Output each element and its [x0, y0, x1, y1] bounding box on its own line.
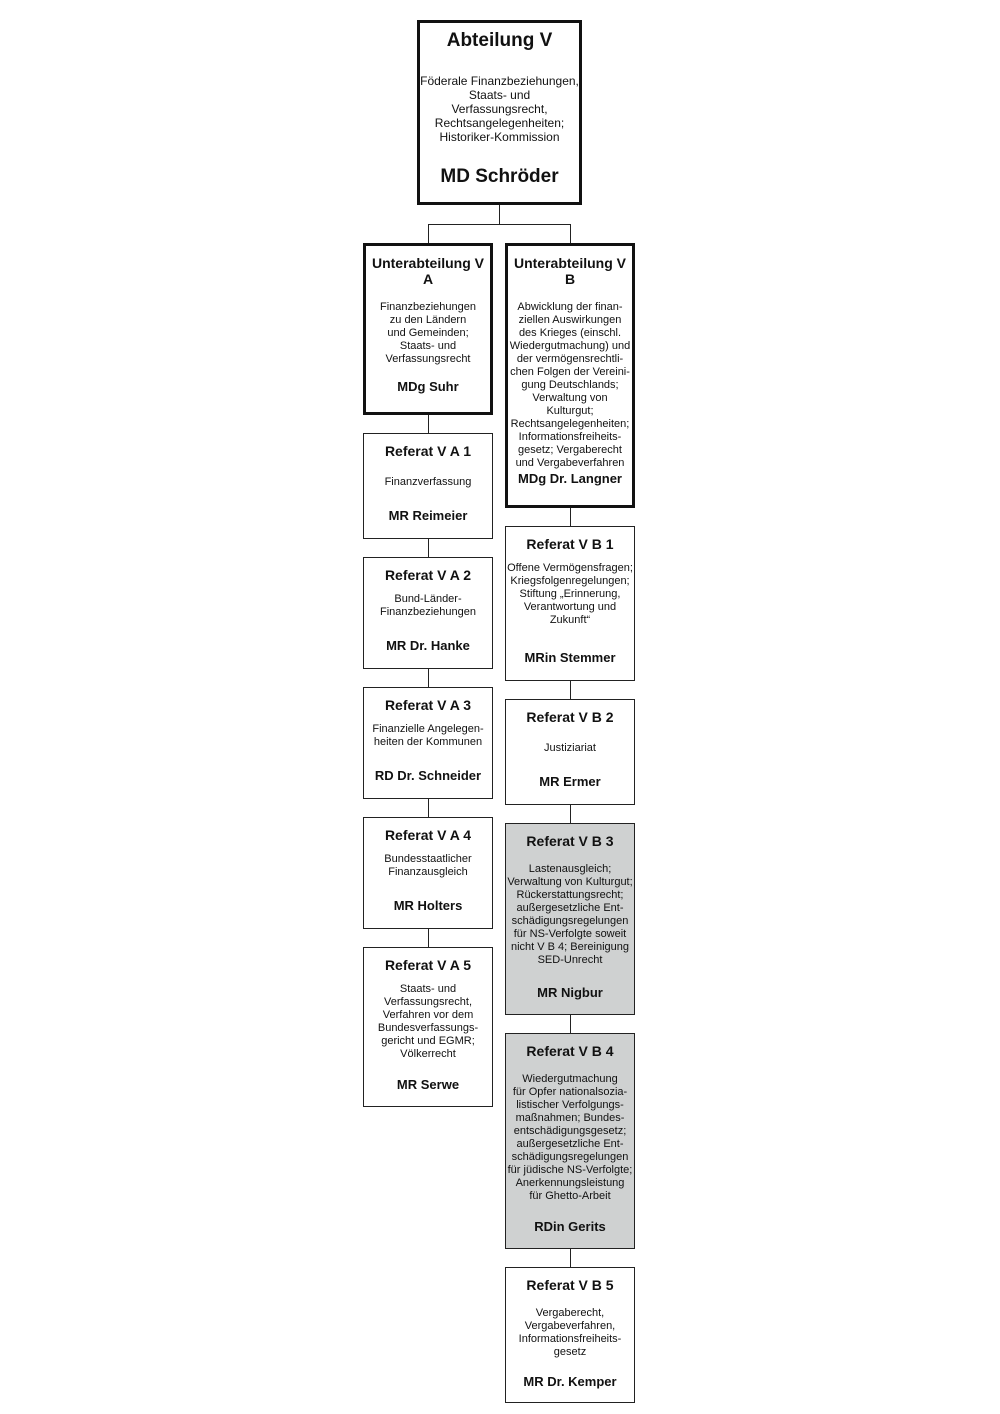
referat-vb4-box: [505, 1033, 635, 1249]
unterabteilung-vb-title: Unterabteilung V B: [513, 255, 626, 287]
connector-line: [570, 804, 571, 824]
referat-description: Finanzielle Angelegen- heiten der Kommunen: [372, 723, 484, 748]
referat-title: Referat V B 1: [526, 536, 614, 552]
referat-va3-box: [363, 687, 493, 799]
referat-title: Referat V A 5: [384, 957, 472, 973]
abteilung-box: [417, 20, 582, 205]
connector-line: [428, 928, 429, 948]
referat-title: Referat V B 5: [526, 1277, 614, 1293]
referat-description: Bundesstaatlicher Finanzausgleich: [384, 853, 472, 878]
referat-description: Justiziariat: [544, 742, 596, 754]
referat-head: RD Dr. Schneider: [374, 768, 482, 783]
unterabteilung-vb-description: Abwicklung der finan- ziellen Auswirkungen des Krieges (einschl. Wiedergutmachung) und der vermögensrechtli- chen Folgen der Vereini- gung Deutschlands; Verwaltung von Kulturgut; Rechtsangelegenheiten; Informationsfreiheits- gesetz; Vergaberecht und Vergabeverfahren: [509, 301, 631, 469]
referat-title: Referat V B 4: [526, 1043, 614, 1059]
referat-va4-box: [363, 817, 493, 929]
referat-head: RDin Gerits: [534, 1219, 606, 1234]
referat-description: Finanzverfassung: [384, 476, 472, 488]
referat-vb3-box: [505, 823, 635, 1015]
referat-description: Offene Vermögensfragen; Kriegsfolgenregelungen; Stiftung „Erinnerung, Verantwortung und Zukunft“: [507, 562, 633, 626]
referat-head: MR Dr. Kemper: [523, 1374, 617, 1389]
unterabteilung-vb-head: MDg Dr. Langner: [517, 471, 622, 486]
connector-line: [570, 680, 571, 700]
connector-line: [570, 507, 571, 527]
connector-line: [428, 798, 429, 818]
referat-va5-box: [363, 947, 493, 1107]
referat-title: Referat V B 3: [526, 833, 614, 849]
referat-description: Lastenausgleich; Verwaltung von Kulturgut; Rückerstattungsrecht; außergesetzliche Ent- schädigungsregelungen für NS-Verfolgte soweit nicht V B 4; Bereinigung SED-Unrecht: [507, 863, 633, 966]
referat-title: Referat V A 3: [384, 697, 472, 713]
connector-line: [428, 224, 429, 244]
connector-line: [499, 204, 500, 224]
referat-description: Bund-Länder- Finanzbeziehungen: [379, 593, 477, 618]
referat-vb1-box: [505, 526, 635, 681]
connector-line: [570, 1014, 571, 1034]
connector-line: [570, 1248, 571, 1268]
connector-line: [428, 668, 429, 688]
abteilung-head: MD Schröder: [440, 166, 559, 187]
unterabteilung-vb-box: [505, 243, 635, 508]
abteilung-title: Abteilung V: [446, 30, 553, 51]
referat-title: Referat V A 4: [384, 827, 472, 843]
unterabteilung-va-title: Unterabteilung V A: [371, 255, 484, 287]
referat-head: MR Nigbur: [537, 985, 603, 1000]
connector-line: [428, 538, 429, 558]
referat-head: MR Dr. Hanke: [386, 638, 470, 653]
referat-head: MRin Stemmer: [524, 650, 616, 665]
unterabteilung-va-description: Finanzbeziehungen zu den Ländern und Gemeinden; Staats- und Verfassungsrecht: [379, 301, 477, 365]
referat-vb2-box: [505, 699, 635, 805]
referat-title: Referat V A 2: [384, 567, 472, 583]
referat-head: MR Serwe: [396, 1077, 460, 1092]
unterabteilung-va-head: MDg Suhr: [397, 379, 459, 394]
connector-line: [428, 224, 571, 225]
connector-line: [428, 414, 429, 434]
unterabteilung-va-box: [363, 243, 493, 415]
abteilung-description: Föderale Finanzbeziehungen, Staats- und Verfassungsrecht, Rechtsangelegenheiten; Historiker-Kommission: [420, 74, 579, 144]
referat-head: MR Holters: [393, 898, 463, 913]
referat-head: MR Reimeier: [388, 508, 468, 523]
referat-description: Wiedergutmachung für Opfer nationalsozia- listischer Verfolgungs- maßnahmen; Bundes- entschädigungsgesetz; außergesetzliche Ent- schädigungsregelungen für jüdische NS-Verfolgte; Anerkennungsleistung für Ghetto-Arbeit: [507, 1073, 633, 1202]
referat-description: Staats- und Verfassungsrecht, Verfahren vor dem Bundesverfassungs- gericht und EGMR; Völkerrecht: [377, 983, 479, 1060]
referat-head: MR Ermer: [539, 774, 601, 789]
referat-description: Vergaberecht, Vergabeverfahren, Informationsfreiheits- gesetz: [518, 1307, 622, 1358]
connector-line: [570, 224, 571, 244]
referat-va2-box: [363, 557, 493, 669]
referat-title: Referat V B 2: [526, 709, 614, 725]
referat-title: Referat V A 1: [384, 443, 472, 459]
referat-vb5-box: [505, 1267, 635, 1403]
referat-va1-box: [363, 433, 493, 539]
